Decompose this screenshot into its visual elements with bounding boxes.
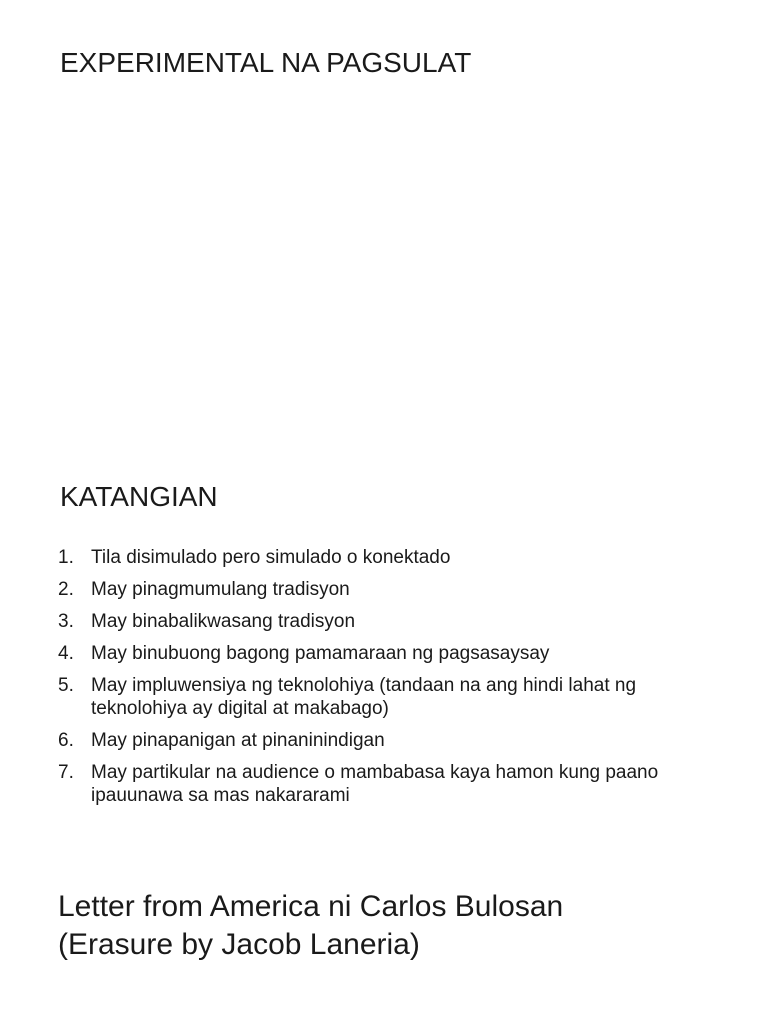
slide-title: KATANGIAN bbox=[60, 481, 218, 512]
list-number: 5. bbox=[58, 675, 74, 696]
list-text: May binabalikwasang tradisyon bbox=[91, 611, 356, 632]
list-number: 4. bbox=[58, 643, 74, 664]
list-item bbox=[58, 578, 728, 601]
title-line-1: Letter from America ni Carlos Bulosan bbox=[58, 890, 564, 923]
list-text: Tila disimulado pero simulado o konektado bbox=[91, 547, 451, 568]
list-number: 3. bbox=[58, 611, 74, 632]
list-item bbox=[58, 729, 728, 752]
list-item bbox=[58, 642, 728, 665]
list-item bbox=[58, 674, 728, 720]
title-line-2: (Erasure by Jacob Laneria) bbox=[58, 928, 420, 961]
list-text: May partikular na audience o mambabasa kaya hamon kung paano ipauunawa sa mas nakararami bbox=[91, 762, 659, 806]
list-item bbox=[58, 761, 728, 807]
characteristics-list bbox=[58, 546, 728, 816]
list-text: May pinapanigan at pinaninindigan bbox=[91, 730, 385, 751]
list-text: May pinagmumulang tradisyon bbox=[91, 579, 350, 600]
slide-title bbox=[58, 888, 738, 964]
list-text: May binubuong bagong pamamaraan ng pagsasaysay bbox=[91, 643, 550, 664]
slide-experimental bbox=[0, 0, 768, 456]
list-number: 2. bbox=[58, 579, 74, 600]
list-item bbox=[58, 546, 728, 569]
list-text: May impluwensiya ng teknolohiya (tandaan na ang hindi lahat ng teknolohiya ay digital at makabago) bbox=[91, 675, 637, 719]
list-number: 6. bbox=[58, 730, 74, 751]
slide-katangian bbox=[0, 456, 768, 840]
slide-title: EXPERIMENTAL NA PAGSULAT bbox=[60, 47, 472, 78]
list-number: 1. bbox=[58, 547, 74, 568]
slide-letter-from-america bbox=[0, 872, 768, 1024]
list-item bbox=[58, 610, 728, 633]
list-number: 7. bbox=[58, 762, 74, 783]
